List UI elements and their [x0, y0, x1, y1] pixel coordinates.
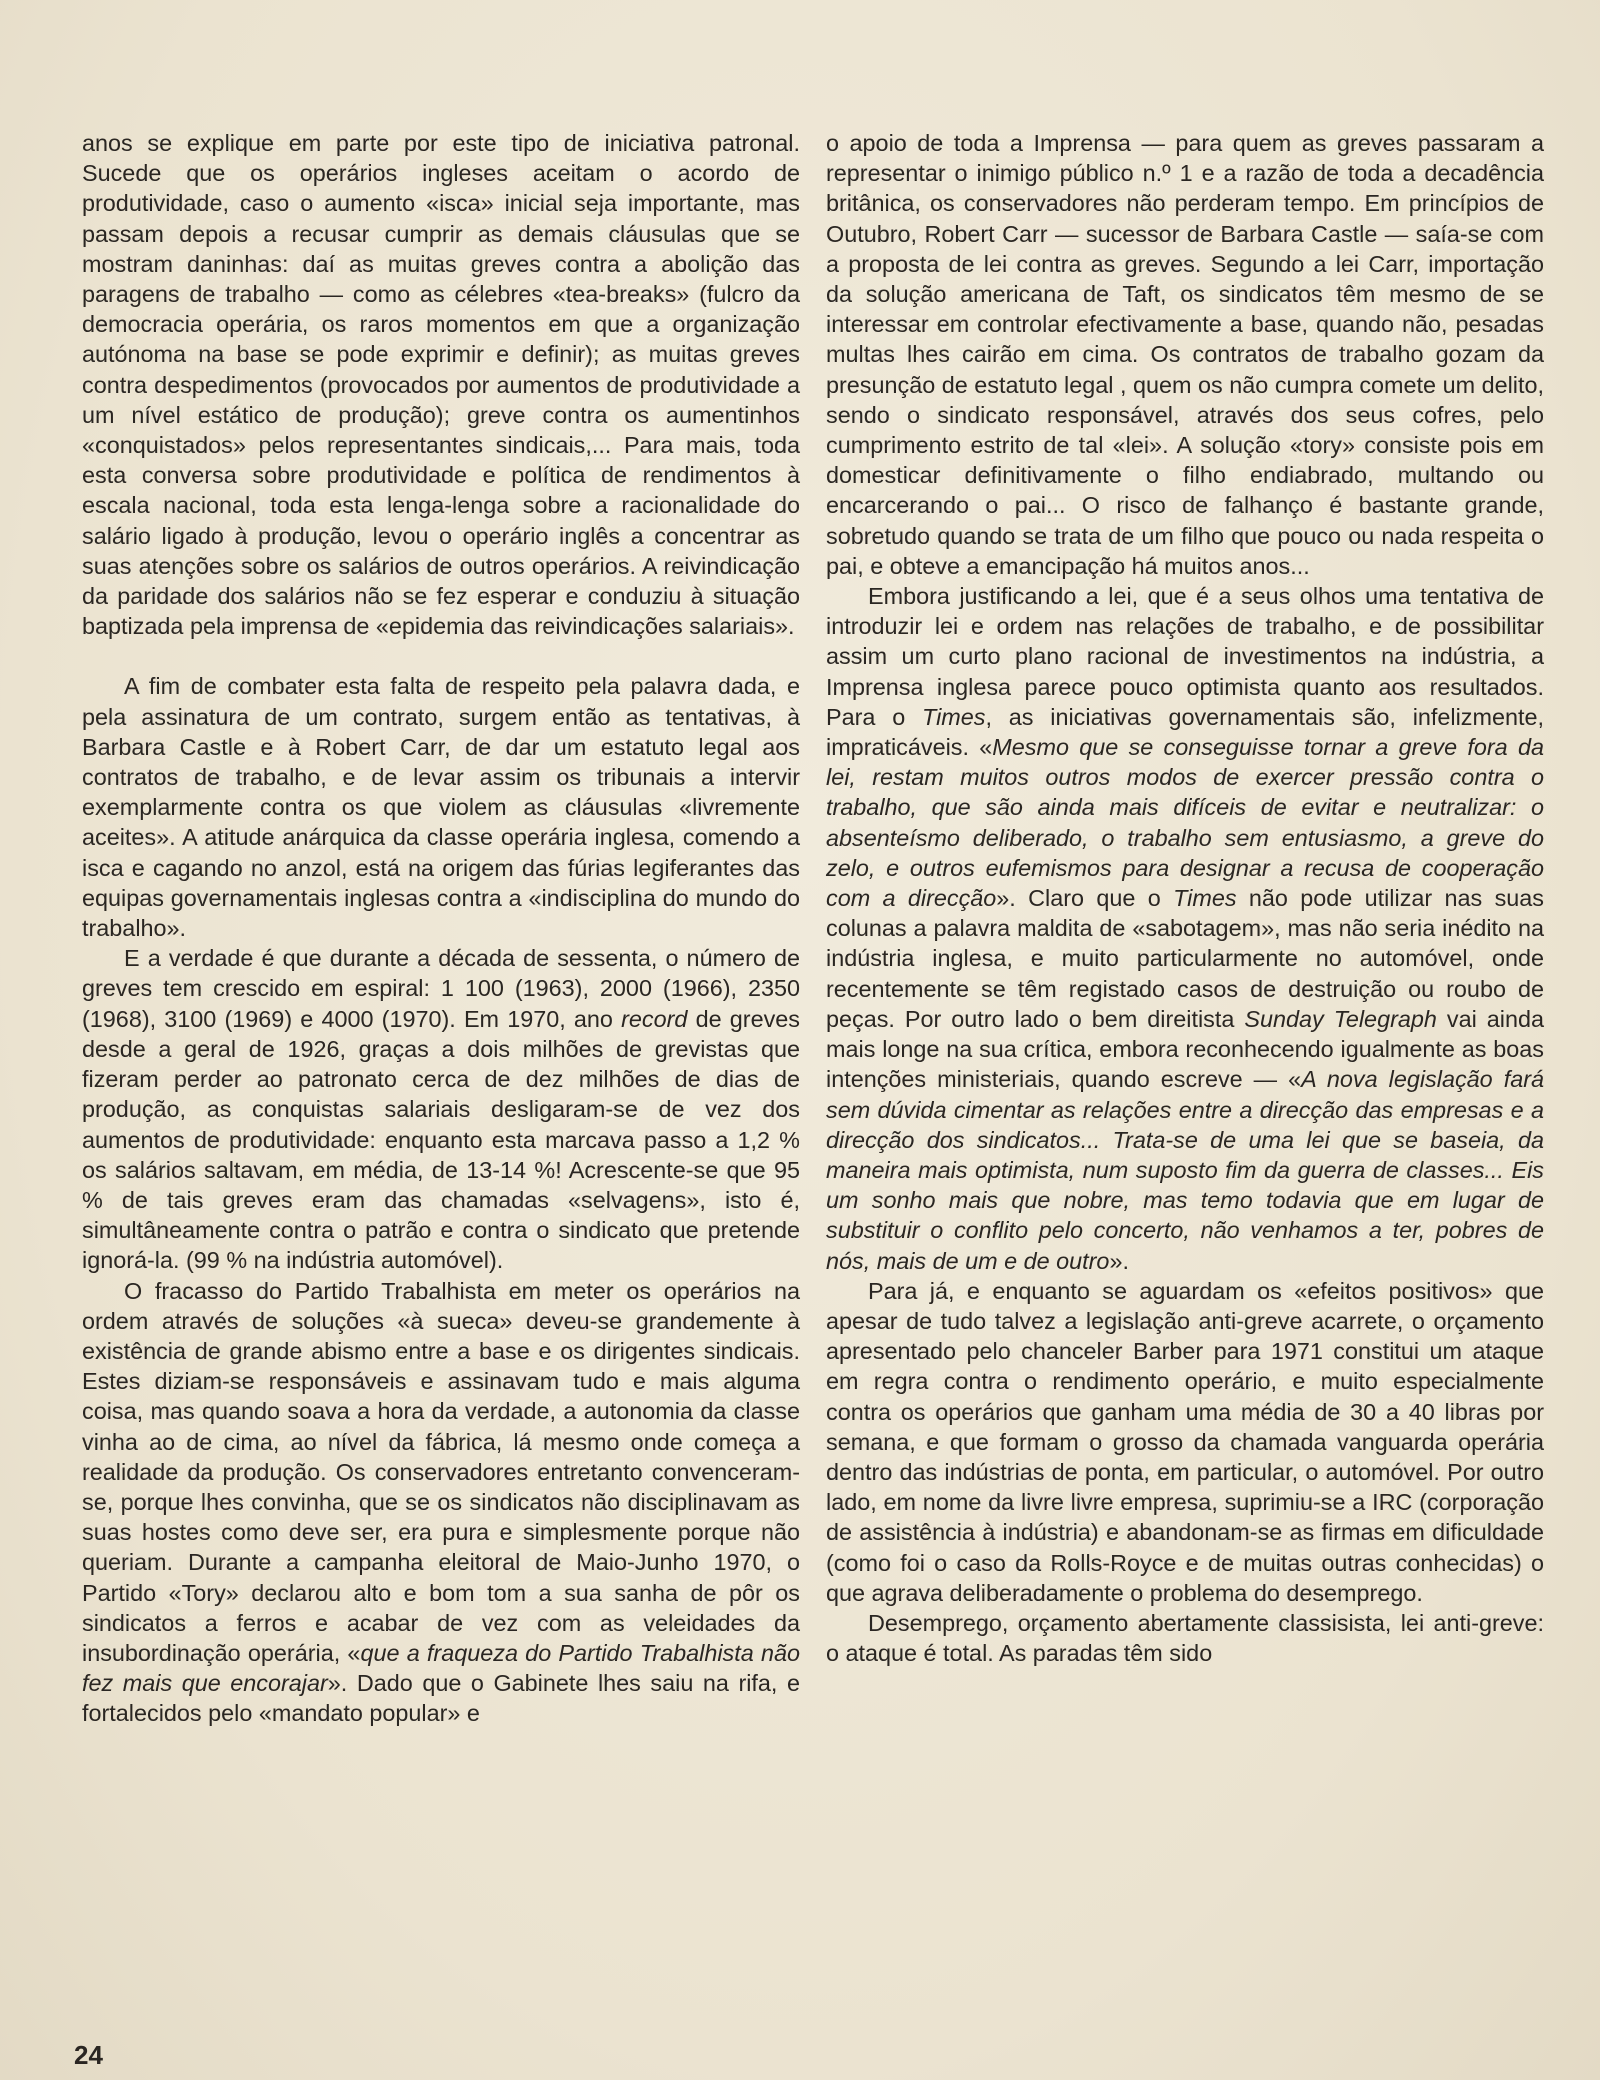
italic-run: Times: [922, 703, 986, 730]
text-run: de greves desde a geral de 1926, graças a dois milhões de grevistas que fizeram perder ao patronato cerca de dez milhões de dias de produção, as conquistas salariais desligaram-se de vez dos aumentos de produtividade: enquanto esta marcava passo a 1,2 % os salários saltavam, em média, de 13-14 %! Acrescente-se que 95 % de tais greves eram das chamadas «selvagens», isto é, simultâneamente contra o patrão e contra o sindicato que pretende ignorá-la. (99 % na indústria automóvel).: [82, 1005, 800, 1274]
paragraph: [826, 1276, 1544, 1608]
italic-run: A nova legislação fará sem dúvida cimentar as relações entre a direcção das empresas e a direcção dos sindicatos... Trata-se de uma lei que se baseia, da maneira mais optimista, num suposto fim da guerra de classes... Eis um sonho mais que nobre, mas temo todavia que em lugar de substituir o conflito pelo concerto, não venhamos a ter, pobres de nós, mais de um e de outro: [826, 1066, 1545, 1274]
text-run: vai ainda mais longe na sua crítica, embora reconhecendo igualmente as boas intenções ministeriais, quando escreve — «: [826, 1005, 1544, 1093]
paragraph: [826, 581, 1544, 1276]
text-run: anos se explique em parte por este tipo de iniciativa patronal. Sucede que os operários ingleses aceitam o acordo de produtividade, caso o aumento «isca» inicial seja importante, mas passam depois a recusar cumprir as demais cláusulas que se mostram daninhas: daí as muitas greves contra a abolição das paragens de trabalho — como as célebres «tea-breaks» (fulcro da democracia operária, os raros momentos em que a organização autónoma na base se pode exprimir e definir); as muitas greves contra despedimentos (provocados por aumentos de produtividade a um nível estático de produção); greve contra os aumentinhos «conquistados» pelos representantes sindicais,... Para mais, toda esta conversa sobre produtividade e política de rendimentos à escala nacional, toda esta lenga-lenga sobre a racionalidade do salário ligado à produção, levou o operário inglês a concentrar as suas atenções sobre os salários de outros operários. A reivindicação da paridade dos salários não se fez esperar e conduziu à situação baptizada pela imprensa de «epidemia das reivindicações salariais».: [82, 130, 800, 640]
text-run: não pode utilizar nas suas colunas a palavra maldita de «sabotagem», mas não seria inédito na indústria inglesa, e muito particularmente no automóvel, onde recentemente se têm registado casos de destruição ou roubo de peças. Por outro lado o bem direitista: [826, 885, 1544, 1032]
text-run: A fim de combater esta falta de respeito pela palavra dada, e pela assinatura de um contrato, surgem então as tentativas, à Barbara Castle e à Robert Carr, de dar um estatuto legal aos contratos de trabalho, e de levar assim os tribunais a intervir exemplarmente contra os que violem as cláusulas «livremente aceites». A atitude anárquica da classe operária inglesa, comendo a isca e cagando no anzol, está na origem das fúrias legiferantes das equipas governamentais inglesas contra a «indisciplina do mundo do trabalho».: [82, 673, 800, 942]
italic-run: record: [621, 1005, 688, 1032]
paragraph: [82, 1276, 800, 1729]
text-run: o apoio de toda a Imprensa — para quem as greves passaram a representar o inimigo público n.º 1 e a razão de toda a decadência britânica, os conservadores não perderam tempo. Em princípios de Outubro, Robert Carr — sucessor de Barbara Castle — saía-se com a proposta de lei contra as greves. Segundo a lei Carr, importação da solução americana de Taft, os sindicatos têm mesmo de se interessar em controlar efectivamente a base, quando não, pesadas multas lhes cairão em cima. Os contratos de trabalho gozam da presunção de estatuto legal , quem os não cumpra comete um delito, sendo o sindicato responsável, através dos seus cofres, pelo cumprimento estrito de tal «lei». A solução «tory» consiste pois em domesticar definitivamente o filho endiabrado, multando ou encarcerando o pai... O risco de falhanço é bastante grande, sobretudo quando se trata de um filho que pouco ou nada respeita o pai, e obteve a emancipação há muitos anos...: [826, 130, 1544, 579]
italic-run: Sunday Telegraph: [1244, 1005, 1437, 1032]
italic-run: que a fraqueza do Partido Trabalhista não fez mais que encorajar: [82, 1639, 800, 1697]
left-column: [82, 128, 800, 1729]
text-run: E a verdade é que durante a década de sessenta, o número de greves tem crescido em espiral: 1 100 (1963), 2000 (1966), 2350 (1968), 3100 (1969) e 4000 (1970). Em 1970, ano: [82, 945, 800, 1032]
paragraph: [82, 671, 800, 943]
italic-run: Times: [1173, 885, 1237, 912]
text-run: Desemprego, orçamento abertamente classisista, lei anti-greve: o ataque é total. As paradas têm sido: [826, 1609, 1544, 1667]
paragraph: [826, 128, 1544, 581]
text-run: ». Claro que o: [996, 885, 1174, 912]
text-run: , as iniciativas governamentais são, infelizmente, impraticáveis. «: [826, 703, 1545, 761]
paragraph: [82, 943, 800, 1275]
right-column: [826, 128, 1544, 1668]
text-run: ».: [1109, 1247, 1129, 1274]
text-run: Embora justificando a lei, que é a seus olhos uma tentativa de introduzir lei e ordem nas relações de trabalho, e de possibilitar assim um curto plano racional de investimentos na indústria, a Imprensa inglesa parece pouco optimista quanto aos resultados. Para o: [826, 583, 1544, 730]
text-run: ». Dado que o Gabinete lhes saiu na rifa, e fortalecidos pelo «mandato popular» e: [82, 1670, 800, 1727]
page-number: 24: [74, 2040, 103, 2070]
text-run: O fracasso do Partido Trabalhista em meter os operários na ordem através de soluções «à sueca» deveu-se grandemente à existência de grande abismo entre a base e os dirigentes sindicais. Estes diziam-se responsáveis e assinavam tudo e mais alguma coisa, mas quando soava a hora da verdade, a autonomia da classe vinha ao de cima, ao nível da fábrica, lá mesmo onde começa a realidade da produção. Os conservadores entretanto convenceram-se, porque lhes convinha, que se os sindicatos não disciplinavam as suas hostes como deve ser, era pura e simplesmente porque não queriam. Durante a campanha eleitoral de Maio-Junho 1970, o Partido «Tory» declarou alto e bom tom a sua sanha de pôr os sindicatos a ferros e acabar de vez com as veleidades da insubordinação operária, «: [82, 1277, 800, 1666]
italic-run: Mesmo que se conseguisse tornar a greve fora da lei, restam muitos outros modos de exercer pressão contra o trabalho, que são ainda mais difíceis de evitar e neutralizar: o absenteísmo deliberado, o trabalho sem entusiasmo, a greve do zelo, e outros eufemismos para designar a recusa de cooperação com a direcção: [826, 734, 1544, 912]
paragraph: [826, 1608, 1544, 1668]
paragraph: [82, 128, 800, 641]
text-run: Para já, e enquanto se aguardam os «efeitos positivos» que apesar de tudo talvez a legislação anti-greve acarrete, o orçamento apresentado pelo chanceler Barber para 1971 constitui um ataque em regra contra o rendimento operário, e muito especialmente contra os operários que ganham uma média de 30 a 40 libras por semana, e que formam o grosso da chamada vanguarda operária dentro das indústrias de ponta, em particular, o automóvel. Por outro lado, em nome da livre livre empresa, suprimiu-se a IRC (corporação de assistência à indústria) e abandonam-se as firmas em dificuldade (como foi o caso da Rolls-Royce e de muitas outras conhecidas) o que agrava deliberadamente o problema do desemprego.: [826, 1277, 1544, 1606]
